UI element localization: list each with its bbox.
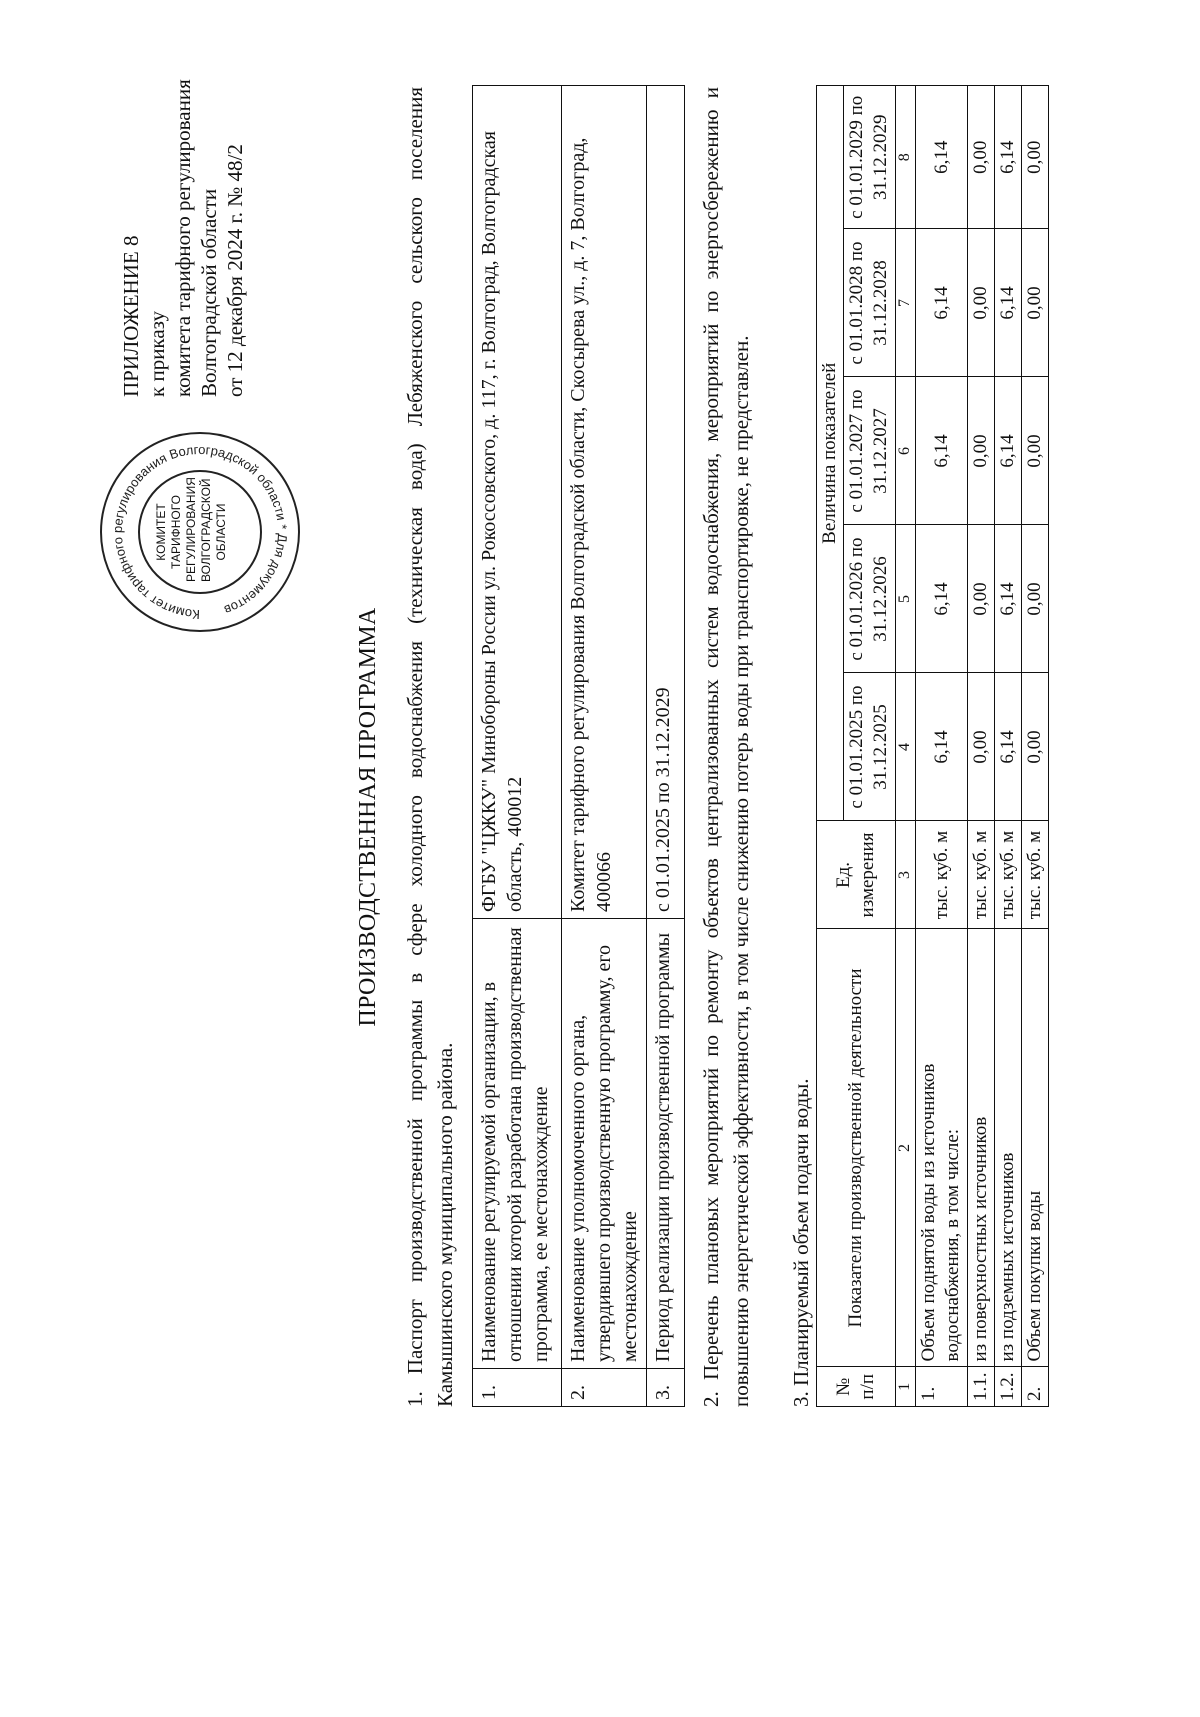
table-row [562,86,647,1407]
row-unit: тыс. куб. м [1022,821,1049,929]
header-group: Величина показателей [817,86,844,822]
column-number: 6 [896,377,916,525]
header-period: с 01.01.2028 по 31.12.2028 [844,229,896,377]
to-order-label: к приказу [145,311,169,397]
column-number-row [896,86,916,1407]
seal-center-text: КОМИТЕТ ТАРИФНОГО РЕГУЛИРОВАНИЯ ВОЛГОГРАДСКОЙ ОБЛАСТИ [154,477,228,582]
header-period: с 01.01.2026 по 31.12.2026 [844,525,896,673]
row-number: 3. [647,1369,685,1407]
row-value: 6,14 [995,673,1022,821]
row-value: 0,00 [1022,229,1049,377]
section-3-text: 3. Планируемый объем подачи воды. [789,1078,813,1407]
row-number: 2. [562,1369,647,1407]
passport-label: Наименование уполномоченного органа, утвердившего производственную программу, его местонахождение [562,919,647,1369]
row-number: 2. [1022,1367,1049,1407]
row-value: 0,00 [1022,525,1049,673]
table-row [647,86,685,1407]
region-label: Волгоградской области [197,188,221,397]
column-number: 5 [896,525,916,673]
row-value: 0,00 [1022,673,1049,821]
column-number: 7 [896,229,916,377]
committee-label: комитета тарифного регулирования [171,79,195,397]
row-value: 0,00 [1022,86,1049,230]
row-unit: тыс. куб. м [968,821,995,929]
row-value: 6,14 [995,229,1022,377]
header-indicator: Показатели производственной деятельности [817,929,896,1367]
row-value: 6,14 [916,86,968,230]
row-value: 6,14 [995,525,1022,673]
passport-value: с 01.01.2025 по 31.12.2029 [647,86,685,919]
header-period: с 01.01.2025 по 31.12.2025 [844,673,896,821]
row-value: 0,00 [968,377,995,525]
row-name: из поверхностных источников [968,929,995,1367]
header-period: с 01.01.2029 по 31.12.2029 [844,86,896,230]
row-value: 6,14 [995,86,1022,230]
row-value: 6,14 [916,525,968,673]
table-row [1022,86,1049,1407]
column-number: 3 [896,821,916,929]
official-seal [100,432,300,632]
row-value: 0,00 [1022,377,1049,525]
water-volume-table [816,85,1049,1407]
column-number: 1 [896,1367,916,1407]
header-period: с 01.01.2027 по 31.12.2027 [844,377,896,525]
row-number: 1.1. [968,1367,995,1407]
row-value: 0,00 [968,525,995,673]
page-title: ПРОИЗВОДСТВЕННАЯ ПРОГРАММА [355,607,381,1027]
header-num: № п/п [817,1367,896,1407]
passport-label: Наименование регулируемой организации, в отношении которой разработана производственная программа, ее местонахождение [473,919,562,1369]
header-unit: Ед. измерения [817,821,896,929]
table-row [916,86,968,1407]
svg-text:Комитет тарифного регулировани: Комитет тарифного регулирования Волгоградской области * Для документов [109,441,291,623]
passport-value: ФГБУ "ЦЖКУ" Минобороны России ул. Рокоссовского, д. 117, г. Волгоград, Волгоградская область, 400012 [473,86,562,919]
appendix-label: ПРИЛОЖЕНИЕ 8 [119,235,143,397]
row-unit: тыс. куб. м [916,821,968,929]
row-unit: тыс. куб. м [995,821,1022,929]
row-number: 1. [916,1367,968,1407]
column-number: 4 [896,673,916,821]
row-name: Объем поднятой воды из источников водоснабжения, в том числе: [916,929,968,1367]
row-name: из подземных источников [995,929,1022,1367]
row-value: 6,14 [916,673,968,821]
column-number: 2 [896,929,916,1367]
table-row [995,86,1022,1407]
passport-table [472,85,685,1407]
row-number: 1. [473,1369,562,1407]
row-value: 6,14 [916,377,968,525]
row-value: 0,00 [968,673,995,821]
row-number: 1.2. [995,1367,1022,1407]
row-value: 6,14 [995,377,1022,525]
appendix-header [118,37,248,397]
passport-label: Период реализации производственной программы [647,919,685,1369]
row-value: 0,00 [968,229,995,377]
table-row [473,86,562,1407]
table-row [968,86,995,1407]
column-number: 8 [896,86,916,230]
row-value: 6,14 [916,229,968,377]
section-2-text: 2. Перечень плановых мероприятий по ремонту объектов централизованных систем водоснабжения, мероприятий по энергосбережению и повышению энергетической эффективности, в том числе снижению потерь воды при транспортировке, не представлен. [699,87,753,1407]
row-name: Объем покупки воды [1022,929,1049,1367]
passport-value: Комитет тарифного регулирования Волгоградской области, Скосырева ул., д. 7, Волгоград, 400066 [562,86,647,919]
row-value: 0,00 [968,86,995,230]
table-header-row [817,86,844,1407]
section-1-text: 1. Паспорт производственной программы в сфере холодного водоснабжения (техническая вода) Лебяженского сельского поселения Камышинского муниципального района. [403,87,457,1407]
order-date-number: от 12 декабря 2024 г. № 48/2 [223,144,247,397]
